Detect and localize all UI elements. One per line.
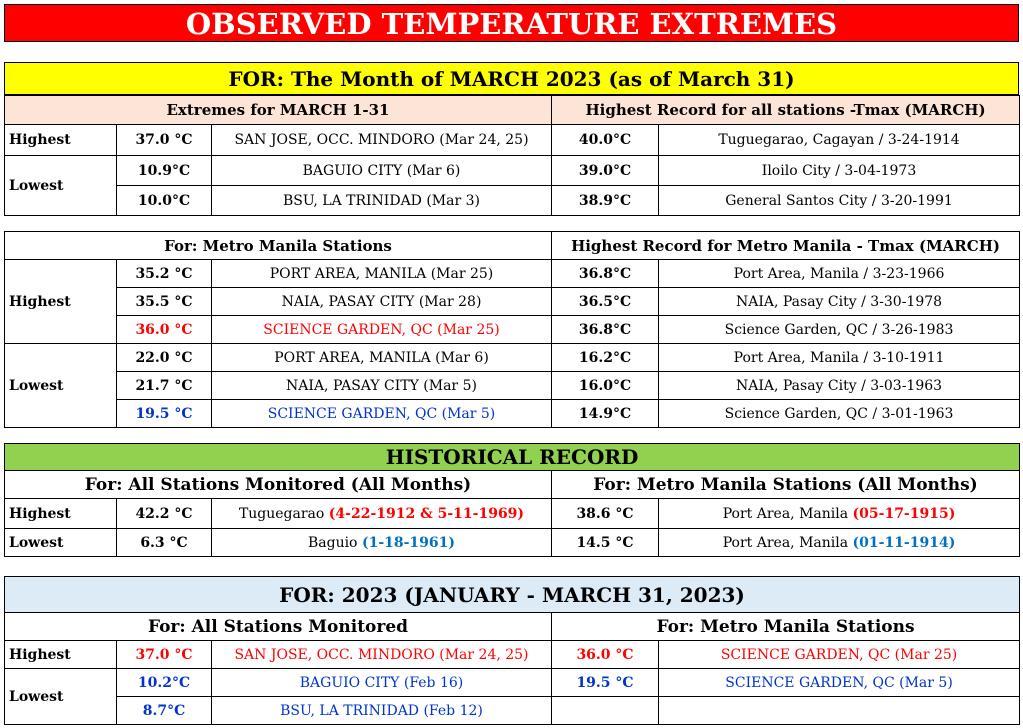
record-station [659, 697, 1020, 725]
record-value: 14.9°C [552, 400, 659, 428]
temp-value: 42.2 °C [117, 499, 212, 529]
station-name: BSU, LA TRINIDAD (Feb 12) [212, 697, 552, 725]
record-station: Science Garden, QC / 3-26-1983 [659, 316, 1020, 344]
metro-manila-table [4, 231, 1019, 428]
record-value: 16.2°C [552, 344, 659, 372]
page-title: OBSERVED TEMPERATURE EXTREMES [4, 4, 1019, 42]
record-value: 36.8°C [552, 260, 659, 288]
year-2023-title: FOR: 2023 (JANUARY - MARCH 31, 2023) [5, 577, 1020, 613]
metro-right-header: Highest Record for Metro Manila - Tmax (MARCH) [552, 232, 1020, 260]
station-name: NAIA, PASAY CITY (Mar 28) [212, 288, 552, 316]
historical-left-header: For: All Stations Monitored (All Months) [5, 471, 552, 499]
lowest-label: Lowest [5, 344, 117, 428]
station-name: PORT AREA, MANILA (Mar 6) [212, 344, 552, 372]
record-date: (05-17-1915) [852, 505, 956, 522]
temp-value: 22.0 °C [117, 344, 212, 372]
record-value: 36.0 °C [552, 641, 659, 669]
record-station: NAIA, Pasay City / 3-03-1963 [659, 372, 1020, 400]
temp-value: 8.7°C [117, 697, 212, 725]
temp-value: 10.0°C [117, 186, 212, 216]
temp-value: 10.2°C [117, 669, 212, 697]
station-name: Baguio (1-18-1961) [212, 529, 552, 557]
record-station: General Santos City / 3-20-1991 [659, 186, 1020, 216]
station-name: Tuguegarao (4-22-1912 & 5-11-1969) [212, 499, 552, 529]
historical-title: HISTORICAL RECORD [5, 444, 1020, 471]
temp-value: 37.0 °C [117, 641, 212, 669]
march-extremes-table [4, 95, 1019, 216]
record-station: Port Area, Manila / 3-23-1966 [659, 260, 1020, 288]
record-station: NAIA, Pasay City / 3-30-1978 [659, 288, 1020, 316]
record-value: 36.8°C [552, 316, 659, 344]
temp-value: 35.5 °C [117, 288, 212, 316]
temp-value: 35.2 °C [117, 260, 212, 288]
lowest-label: Lowest [5, 529, 117, 557]
temp-value: 36.0 °C [117, 316, 212, 344]
highest-label: Highest [5, 499, 117, 529]
year-2023-table [4, 576, 1019, 725]
temp-value: 6.3 °C [117, 529, 212, 557]
record-station: Iloilo City / 3-04-1973 [659, 156, 1020, 186]
lowest-label: Lowest [5, 669, 117, 725]
record-value [552, 697, 659, 725]
temp-value: 37.0 °C [117, 125, 212, 156]
station-name: SAN JOSE, OCC. MINDORO (Mar 24, 25) [212, 641, 552, 669]
station-name: NAIA, PASAY CITY (Mar 5) [212, 372, 552, 400]
year-left-header: For: All Stations Monitored [5, 613, 552, 641]
station-name: SCIENCE GARDEN, QC (Mar 25) [212, 316, 552, 344]
record-station: Port Area, Manila (05-17-1915) [659, 499, 1020, 529]
march-right-header: Highest Record for all stations -Tmax (MARCH) [552, 96, 1020, 125]
year-right-header: For: Metro Manila Stations [552, 613, 1020, 641]
station-name: BAGUIO CITY (Mar 6) [212, 156, 552, 186]
record-value: 16.0°C [552, 372, 659, 400]
record-station: SCIENCE GARDEN, QC (Mar 5) [659, 669, 1020, 697]
temp-value: 21.7 °C [117, 372, 212, 400]
station-name: PORT AREA, MANILA (Mar 25) [212, 260, 552, 288]
station-name: BAGUIO CITY (Feb 16) [212, 669, 552, 697]
record-station: Science Garden, QC / 3-01-1963 [659, 400, 1020, 428]
lowest-label: Lowest [5, 156, 117, 216]
record-value: 14.5 °C [552, 529, 659, 557]
record-station: Port Area, Manila (01-11-1914) [659, 529, 1020, 557]
metro-left-header: For: Metro Manila Stations [5, 232, 552, 260]
highest-label: Highest [5, 125, 117, 156]
temp-value: 19.5 °C [117, 400, 212, 428]
highest-label: Highest [5, 260, 117, 344]
historical-right-header: For: Metro Manila Stations (All Months) [552, 471, 1020, 499]
historical-record-table [4, 443, 1019, 557]
record-value: 38.6 °C [552, 499, 659, 529]
record-value: 38.9°C [552, 186, 659, 216]
temp-value: 10.9°C [117, 156, 212, 186]
march-left-header: Extremes for MARCH 1-31 [5, 96, 552, 125]
station-name: SAN JOSE, OCC. MINDORO (Mar 24, 25) [212, 125, 552, 156]
record-date: (4-22-1912 & 5-11-1969) [328, 505, 525, 522]
record-value: 39.0°C [552, 156, 659, 186]
record-date: (1-18-1961) [361, 534, 456, 551]
highest-label: Highest [5, 641, 117, 669]
record-value: 40.0°C [552, 125, 659, 156]
record-value: 19.5 °C [552, 669, 659, 697]
record-station: Tuguegarao, Cagayan / 3-24-1914 [659, 125, 1020, 156]
record-value: 36.5°C [552, 288, 659, 316]
station-name: SCIENCE GARDEN, QC (Mar 5) [212, 400, 552, 428]
record-date: (01-11-1914) [852, 534, 956, 551]
month-subtitle: FOR: The Month of MARCH 2023 (as of March 31) [4, 62, 1019, 95]
record-station: SCIENCE GARDEN, QC (Mar 25) [659, 641, 1020, 669]
station-name: BSU, LA TRINIDAD (Mar 3) [212, 186, 552, 216]
record-station: Port Area, Manila / 3-10-1911 [659, 344, 1020, 372]
